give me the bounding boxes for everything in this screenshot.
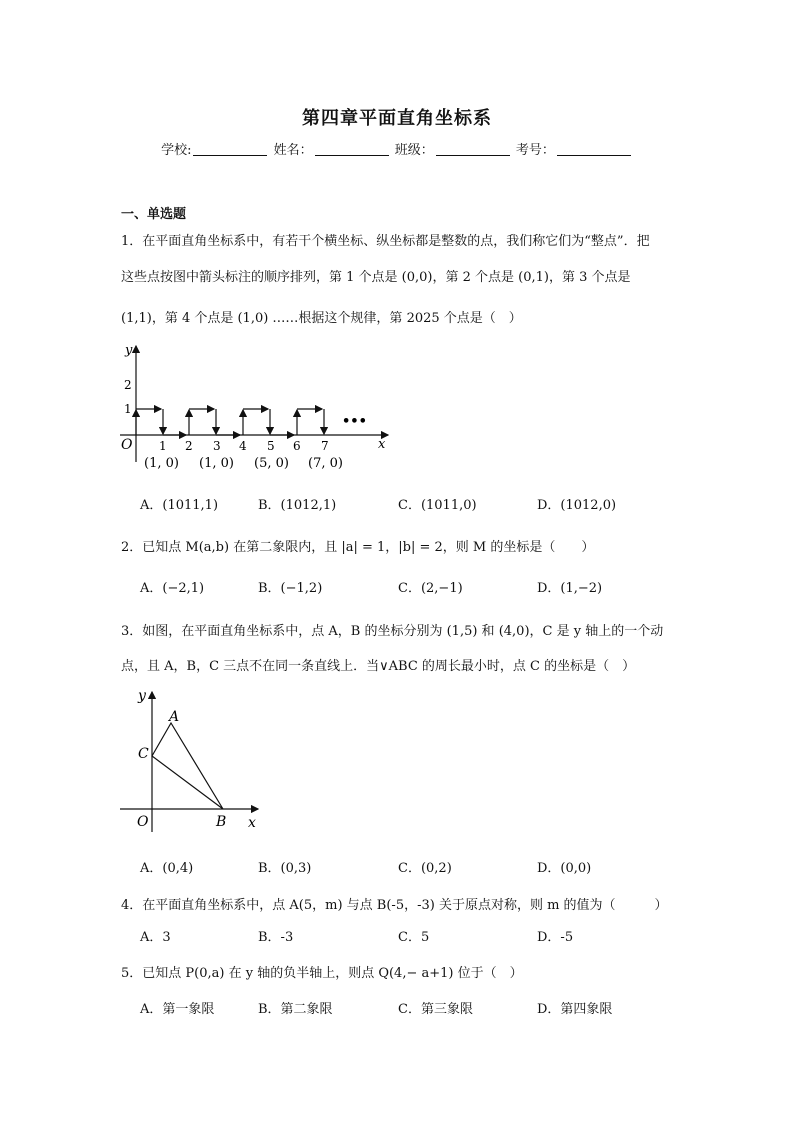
q2-option-b[interactable]: B．(−1,2) [258, 581, 323, 596]
q2-option-c[interactable]: C．(2,−1) [398, 581, 463, 596]
q1-x-tick-6: 6 [293, 439, 301, 453]
q1-x-tick-7: 7 [321, 439, 329, 453]
q1-x-tick-1: 1 [159, 439, 167, 453]
class-label: 班级： [394, 143, 434, 158]
section-title: 一、单选题 [121, 207, 187, 222]
q4-option-d[interactable]: D．-5 [537, 930, 574, 945]
q1-x-tick-2: 2 [185, 439, 193, 453]
q1-option-d[interactable]: D．(1012,0) [537, 498, 617, 513]
student-info-line [0, 139, 794, 158]
q5-option-d[interactable]: D．第四象限 [537, 1002, 613, 1017]
exam-no-blank [557, 143, 631, 156]
q1-y-tick-1: 1 [124, 402, 132, 416]
q5-option-b[interactable]: B．第二象限 [258, 1002, 333, 1017]
q4-option-a[interactable]: A．3 [140, 930, 171, 945]
q3-option-c[interactable]: C．(0,2) [398, 861, 452, 876]
q3-x-axis-label: x [248, 815, 256, 831]
q1-x-tick-4: 4 [239, 439, 247, 453]
q3-option-a[interactable]: A．(0,4) [140, 861, 194, 876]
q4-option-c[interactable]: C．5 [398, 930, 430, 945]
q1-x-tick-3: 3 [213, 439, 221, 453]
class-blank [436, 143, 510, 156]
school-blank [193, 143, 267, 156]
q1-point-label-4: (7, 0) [308, 456, 343, 471]
q5-option-c[interactable]: C．第三象限 [398, 1002, 473, 1017]
q1-y-axis-label: y [125, 343, 133, 358]
page-title: 第四章平面直角坐标系 [302, 108, 492, 129]
q3-point-c-label: C [138, 746, 149, 762]
exam-no-label: 考号： [515, 143, 555, 158]
q5-option-a[interactable]: A．第一象限 [140, 1002, 215, 1017]
name-blank [315, 143, 389, 156]
q1-origin-label: O [121, 437, 133, 453]
question-2-line-1: 2．已知点 M(a,b) 在第二象限内，且 |a| = 1，|b| = 2，则 M 的坐标是（ ） [121, 540, 595, 555]
q3-origin-label: O [137, 814, 149, 830]
question-1-line-1: 1．在平面直角坐标系中，有若干个横坐标、纵坐标都是整数的点，我们称它们为“整点”．把 [121, 234, 650, 249]
q4-option-b[interactable]: B．-3 [258, 930, 294, 945]
school-label: 学校: [161, 143, 192, 158]
q3-point-b-label: B [216, 814, 227, 830]
q1-point-label-1: (1, 0) [144, 456, 179, 471]
q3-point-a-label: A [169, 709, 180, 725]
q1-option-a[interactable]: A．(1011,1) [140, 498, 219, 513]
question-1-figure [112, 340, 402, 475]
q3-triangle [152, 723, 223, 809]
q1-ellipsis: ••• [342, 414, 367, 429]
name-label: 姓名： [273, 143, 313, 158]
question-3-line-2: 点，且 A，B，C 三点不在同一条直线上．当∨ABC 的周长最小时，点 C 的坐标是（ ） [121, 659, 636, 674]
q1-point-label-2: (1, 0) [199, 456, 234, 471]
question-3-line-1: 3．如图，在平面直角坐标系中，点 A，B 的坐标分别为 (1,5) 和 (4,0)，C 是 y 轴上的一个动 [121, 624, 664, 639]
q1-x-tick-5: 5 [267, 439, 275, 453]
q3-option-d[interactable]: D．(0,0) [537, 861, 592, 876]
q3-y-axis-label: y [138, 688, 146, 704]
question-1-line-3: (1,1)，第 4 个点是 (1,0) ……根据这个规律，第 2025 个点是（ ） [121, 311, 522, 326]
q1-y-tick-2: 2 [124, 378, 132, 392]
q1-arrow-path [136, 409, 324, 435]
q1-x-axis-label: x [378, 437, 386, 452]
question-1-line-2: 这些点按图中箭头标注的顺序排列，第 1 个点是 (0,0)，第 2 个点是 (0,1)，第 3 个点是 [121, 270, 631, 285]
q2-option-a[interactable]: A．(−2,1) [140, 581, 205, 596]
q2-option-d[interactable]: D．(1,−2) [537, 581, 603, 596]
question-5-line-1: 5．已知点 P(0,a) 在 y 轴的负半轴上，则点 Q(4,− a+1) 位于（ ） [121, 966, 523, 981]
q3-option-b[interactable]: B．(0,3) [258, 861, 312, 876]
question-3-figure [112, 686, 272, 834]
q1-option-c[interactable]: C．(1011,0) [398, 498, 477, 513]
q1-point-label-3: (5, 0) [254, 456, 289, 471]
question-4-line-1: 4．在平面直角坐标系中，点 A(5，m) 与点 B(-5，-3) 关于原点对称，则 m 的值为（ ） [121, 898, 668, 913]
q1-option-b[interactable]: B．(1012,1) [258, 498, 337, 513]
